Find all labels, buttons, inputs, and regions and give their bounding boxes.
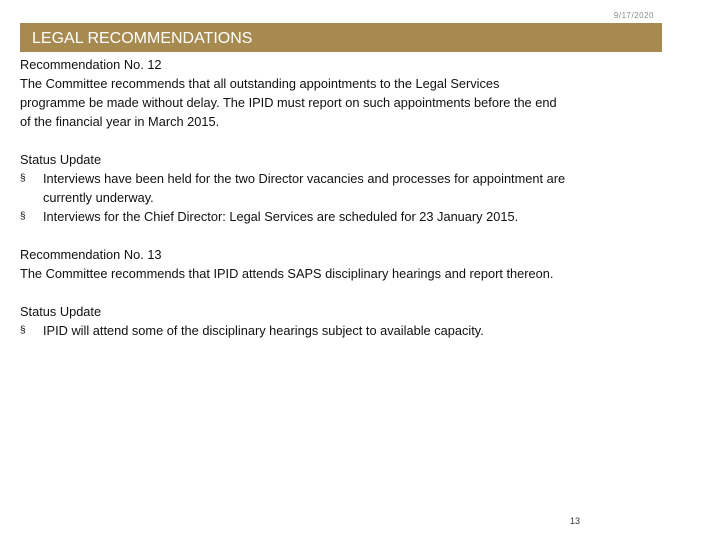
slide-title: LEGAL RECOMMENDATIONS (32, 30, 253, 47)
status-heading: Status Update (20, 304, 102, 319)
page-number: 13 (570, 516, 581, 526)
status-heading: Status Update (20, 152, 102, 167)
bullet-text-line: currently underway. (43, 190, 154, 205)
bullet-text-line: IPID will attend some of the disciplinary hearings subject to available capacity. (43, 323, 484, 338)
bullet-text-line: Interviews have been held for the two Director vacancies and processes for appointment are (43, 171, 566, 186)
title-bar (20, 23, 662, 52)
bullet-item (20, 169, 660, 207)
bullet-icon: § (20, 211, 26, 222)
recommendation-text-line: The Committee recommends that all outstanding appointments to the Legal Services (20, 76, 500, 91)
recommendation-heading: Recommendation No. 13 (20, 247, 162, 262)
bullet-icon: § (20, 325, 26, 336)
bullet-item (20, 321, 660, 340)
recommendation-text-line: The Committee recommends that IPID attends SAPS disciplinary hearings and report thereon. (20, 266, 554, 281)
status-update-1 (20, 150, 660, 226)
status-update-2 (20, 302, 660, 340)
bullet-item (20, 207, 660, 226)
bullet-text-line: Interviews for the Chief Director: Legal Services are scheduled for 23 January 2015. (43, 209, 519, 224)
recommendation-13 (20, 245, 660, 283)
slide-content (20, 55, 660, 340)
bullet-icon: § (20, 173, 26, 184)
recommendation-heading: Recommendation No. 12 (20, 57, 162, 72)
recommendation-12 (20, 55, 660, 131)
recommendation-text-line: of the financial year in March 2015. (20, 114, 220, 129)
slide-date: 9/17/2020 (613, 11, 654, 20)
recommendation-text-line: programme be made without delay. The IPID must report on such appointments before the end (20, 95, 557, 110)
